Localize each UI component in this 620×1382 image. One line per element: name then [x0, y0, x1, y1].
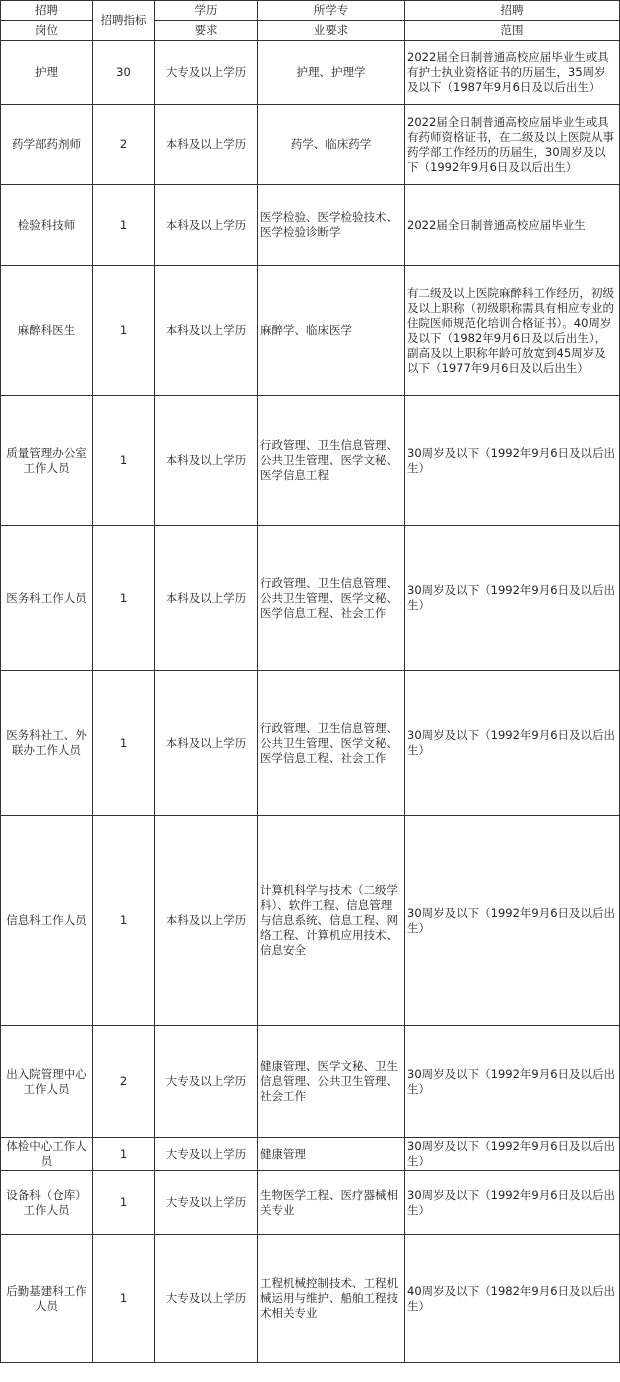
education-cell: 大专及以上学历	[155, 41, 258, 105]
quota-cell: 1	[93, 1171, 155, 1235]
scope-cell: 30周岁及以下（1992年9月6日及以后出生）	[405, 671, 620, 816]
position-cell: 医务科工作人员	[1, 526, 93, 671]
table-row	[1, 1171, 620, 1235]
education-cell: 本科及以上学历	[155, 185, 258, 266]
table-row	[1, 671, 620, 816]
position-cell: 体检中心工作人员	[1, 1138, 93, 1171]
quota-cell: 1	[93, 396, 155, 526]
header-position-top: 招聘	[1, 1, 93, 21]
position-cell: 信息科工作人员	[1, 816, 93, 1026]
quota-cell: 1	[93, 816, 155, 1026]
major-cell: 工程机械控制技术、工程机械运用与维护、船舶工程技术相关专业	[258, 1235, 405, 1363]
quota-cell: 1	[93, 1235, 155, 1363]
education-cell: 本科及以上学历	[155, 816, 258, 1026]
scope-cell: 30周岁及以下（1992年9月6日及以后出生）	[405, 1171, 620, 1235]
position-cell: 出入院管理中心工作人员	[1, 1026, 93, 1138]
position-cell: 质量管理办公室工作人员	[1, 396, 93, 526]
scope-cell: 30周岁及以下（1992年9月6日及以后出生）	[405, 1138, 620, 1171]
position-cell: 后勤基建科工作人员	[1, 1235, 93, 1363]
header-major-bottom: 业要求	[258, 21, 405, 41]
header-quota: 招聘指标	[93, 1, 155, 41]
education-cell: 大专及以上学历	[155, 1138, 258, 1171]
position-cell: 医务科社工、外联办工作人员	[1, 671, 93, 816]
scope-cell: 30周岁及以下（1992年9月6日及以后出生）	[405, 396, 620, 526]
table-row	[1, 185, 620, 266]
table-row	[1, 266, 620, 396]
education-cell: 本科及以上学历	[155, 266, 258, 396]
scope-cell: 40周岁及以下（1982年9月6日及以后出生）	[405, 1235, 620, 1363]
scope-cell: 有二级及以上医院麻醉科工作经历，初级及以上职称（初级职称需具有相应专业的住院医师规范化培训合格证书）。40周岁及以下（1982年9月6日及以后出生），副高及以上职称年龄可放宽到45周岁及以下（1977年9月6日及以后出生）	[405, 266, 620, 396]
position-cell: 护理	[1, 41, 93, 105]
scope-cell: 30周岁及以下（1992年9月6日及以后出生）	[405, 1026, 620, 1138]
header-scope-bottom: 范围	[405, 21, 620, 41]
table-row	[1, 396, 620, 526]
major-cell: 药学、临床药学	[258, 105, 405, 185]
position-cell: 麻醉科医生	[1, 266, 93, 396]
quota-cell: 1	[93, 1138, 155, 1171]
header-education-top: 学历	[155, 1, 258, 21]
scope-cell: 30周岁及以下（1992年9月6日及以后出生）	[405, 526, 620, 671]
quota-cell: 2	[93, 105, 155, 185]
table-row	[1, 526, 620, 671]
education-cell: 大专及以上学历	[155, 1026, 258, 1138]
quota-cell: 1	[93, 185, 155, 266]
scope-cell: 2022届全日制普通高校应届毕业生	[405, 185, 620, 266]
table-row	[1, 41, 620, 105]
header-education-bottom: 要求	[155, 21, 258, 41]
quota-cell: 2	[93, 1026, 155, 1138]
education-cell: 大专及以上学历	[155, 1235, 258, 1363]
major-cell: 行政管理、卫生信息管理、公共卫生管理、医学文秘、医学信息工程	[258, 396, 405, 526]
education-cell: 本科及以上学历	[155, 671, 258, 816]
major-cell: 护理、护理学	[258, 41, 405, 105]
major-cell: 麻醉学、临床医学	[258, 266, 405, 396]
table-row	[1, 1138, 620, 1171]
major-cell: 生物医学工程、医疗器械相关专业	[258, 1171, 405, 1235]
quota-cell: 1	[93, 671, 155, 816]
scope-cell: 2022届全日制普通高校应届毕业生或具有护士执业资格证书的历届生，35周岁及以下（1987年9月6日及以后出生）	[405, 41, 620, 105]
scope-cell: 30周岁及以下（1992年9月6日及以后出生）	[405, 816, 620, 1026]
major-cell: 行政管理、卫生信息管理、公共卫生管理、医学文秘、医学信息工程、社会工作	[258, 526, 405, 671]
table-row	[1, 1026, 620, 1138]
education-cell: 大专及以上学历	[155, 1171, 258, 1235]
table-row	[1, 1235, 620, 1363]
major-cell: 健康管理	[258, 1138, 405, 1171]
table-row	[1, 105, 620, 185]
major-cell: 行政管理、卫生信息管理、公共卫生管理、医学文秘、医学信息工程、社会工作	[258, 671, 405, 816]
position-cell: 设备科（仓库）工作人员	[1, 1171, 93, 1235]
position-cell: 检验科技师	[1, 185, 93, 266]
major-cell: 健康管理、医学文秘、卫生信息管理、公共卫生管理、社会工作	[258, 1026, 405, 1138]
quota-cell: 1	[93, 526, 155, 671]
education-cell: 本科及以上学历	[155, 105, 258, 185]
scope-cell: 2022届全日制普通高校应届毕业生或具有药师资格证书，在二级及以上医院从事药学部工作经历的历届生，30周岁及以下（1992年9月6日及以后出生）	[405, 105, 620, 185]
table-row	[1, 816, 620, 1026]
education-cell: 本科及以上学历	[155, 396, 258, 526]
quota-cell: 30	[93, 41, 155, 105]
header-row-top	[1, 1, 620, 21]
header-scope-top: 招聘	[405, 1, 620, 21]
quota-cell: 1	[93, 266, 155, 396]
major-cell: 医学检验、医学检验技术、医学检验诊断学	[258, 185, 405, 266]
header-position-bottom: 岗位	[1, 21, 93, 41]
header-major-top: 所学专	[258, 1, 405, 21]
position-cell: 药学部药剂师	[1, 105, 93, 185]
education-cell: 本科及以上学历	[155, 526, 258, 671]
major-cell: 计算机科学与技术（二级学科）、软件工程、信息管理与信息系统、信息工程、网络工程、计算机应用技术、信息安全	[258, 816, 405, 1026]
